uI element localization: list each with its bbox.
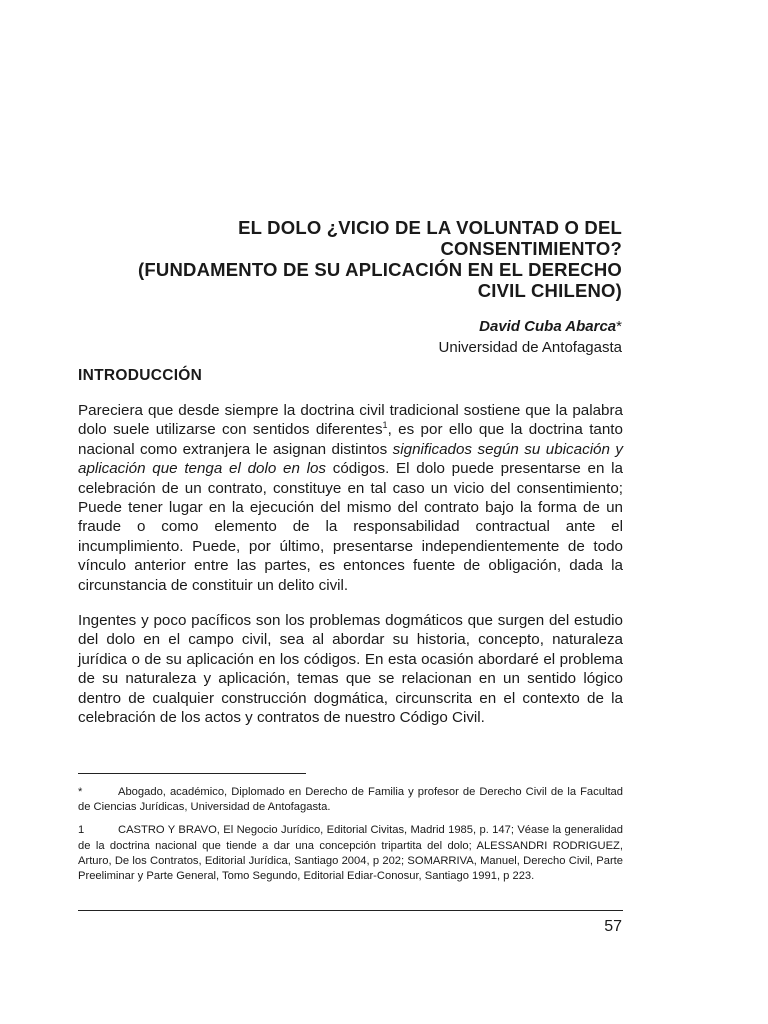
paragraph-text: códigos. El dolo puede presentarse en la celebración de un contrato, constituye en tal caso un vicio del consentimiento; Puede tener lugar en la ejecución del mismo del contrato bajo la forma de un fraude o como elemento de la responsabilidad contractual ante el incumplimiento. Puede, por último, presentarse independientemente de todo vínculo anterior entre las partes, es entonces fuente de obligación, dada la circunstancia de constituir un delito civil. — [78, 460, 623, 594]
footnotes — [78, 785, 623, 892]
paragraph-italic-text: significados según su ubicación y aplicación que tenga el dolo en los — [78, 440, 623, 478]
title-line: CIVIL CHILENO) — [477, 280, 622, 301]
page-bottom-rule — [78, 910, 623, 911]
title-line: EL DOLO ¿VICIO DE LA VOLUNTAD O DEL — [238, 217, 622, 238]
paragraph-text: Ingentes y poco pacíficos son los problemas dogmáticos que surgen del estudio del dolo en el campo civil, sea al abordar su historia, concepto, naturaleza jurídica o de su aplicación en los códigos. En esta ocasión abordaré el problema de su naturaleza y aplicación, temas que se relacionan en un sentido lógico dentro de cualquier construcción dogmática, circunscrita en el contexto de la celebración de los actos y contratos de nuestro Código Civil. — [78, 612, 623, 727]
author-name: David Cuba Abarca — [479, 318, 617, 335]
body-paragraph-2 — [78, 611, 623, 727]
title-line: CONSENTIMIENTO? — [440, 238, 622, 259]
author-footnote-marker: * — [616, 318, 622, 335]
footnote-reference: 1 — [382, 420, 388, 431]
author-block — [439, 316, 622, 358]
footnote-mark: * — [78, 786, 83, 798]
footnote — [78, 785, 623, 815]
paragraph-text: , es por ello que la doctrina tanto nacional como extranjera le asignan distintos — [78, 421, 623, 458]
article-title — [62, 217, 622, 301]
body-paragraph-1 — [78, 401, 623, 595]
footnote-text: Abogado, académico, Diplomado en Derecho de Familia y profesor de Derecho Civil de la Facultad de Ciencias Jurídicas, Universidad de Antofagasta. — [78, 786, 623, 814]
title-line: (FUNDAMENTO DE SU APLICACIÓN EN EL DERECHO — [138, 259, 622, 280]
footnote — [78, 823, 623, 884]
section-heading: INTRODUCCIÓN — [78, 367, 203, 384]
author-name-line — [439, 316, 622, 337]
footnote-mark: 1 — [78, 824, 85, 837]
author-affiliation: Universidad de Antofagasta — [438, 339, 622, 356]
paragraph-text: Pareciera que desde siempre la doctrina civil tradicional sostiene que la palabra dolo suele utilizarse con sentidos diferentes — [78, 402, 623, 439]
footnote-text: CASTRO Y BRAVO, El Negocio Jurídico, Editorial Civitas, Madrid 1985, p. 147; Véase la generalidad de la doctrina nacional que tiende a dar una concepción tripartita del dolo; ALESSANDRI RODRIGUEZ, Arturo, De los Contratos, Editorial Jurídica, Santiago 2004, p 202; SOMARRIVA, Manuel, Derecho Civil, Parte Preeliminar y Parte General, Tomo Segundo, Editorial Ediar-Conosur, Santiago 1991, p 223. — [78, 824, 623, 883]
footnote-separator — [78, 773, 306, 774]
page-number: 57 — [604, 918, 622, 935]
